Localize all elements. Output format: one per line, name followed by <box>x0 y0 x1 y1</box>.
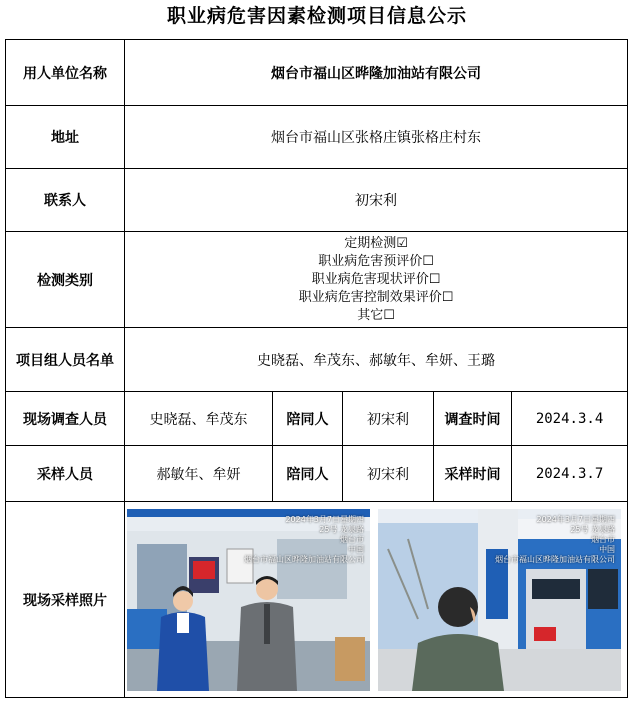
site-photo-staff <box>127 509 370 691</box>
sampling-time-label: 采样时间 <box>434 446 512 502</box>
photos-row <box>6 502 628 698</box>
photos-label: 现场采样照片 <box>6 502 125 698</box>
survey-accompany-value: 初宋利 <box>343 392 434 446</box>
contact-value: 初宋利 <box>125 169 628 232</box>
sampling-accompany-value: 初宋利 <box>343 446 434 502</box>
address-row <box>6 106 628 169</box>
sampling-accompany-label: 陪同人 <box>273 446 343 502</box>
survey-row <box>6 392 628 446</box>
detection-option: 职业病危害预评价☐ <box>318 253 434 269</box>
detection-type-options <box>125 232 628 328</box>
company-label: 用人单位名称 <box>6 40 125 106</box>
survey-time-label: 调查时间 <box>434 392 512 446</box>
detection-type-label: 检测类别 <box>6 232 125 328</box>
detection-option: 职业病危害现状评价☐ <box>311 271 441 287</box>
address-label: 地址 <box>6 106 125 169</box>
detection-option: 职业病危害控制效果评价☐ <box>298 289 454 305</box>
address-value: 烟台市福山区张格庄镇张格庄村东 <box>125 106 628 169</box>
sampling-value: 郝敏年、牟妍 <box>125 446 273 502</box>
survey-value: 史晓磊、牟茂东 <box>125 392 273 446</box>
detection-type-row <box>6 232 628 328</box>
survey-accompany-label: 陪同人 <box>273 392 343 446</box>
company-row <box>6 40 628 106</box>
team-row <box>6 328 628 392</box>
contact-label: 联系人 <box>6 169 125 232</box>
sampling-row <box>6 446 628 502</box>
team-label: 项目组人员名单 <box>6 328 125 392</box>
sampling-time-value: 2024.3.7 <box>512 446 628 502</box>
team-value: 史晓磊、牟茂东、郝敏年、牟妍、王璐 <box>125 328 628 392</box>
contact-row <box>6 169 628 232</box>
survey-label: 现场调查人员 <box>6 392 125 446</box>
survey-time-value: 2024.3.4 <box>512 392 628 446</box>
page-title: 职业病危害因素检测项目信息公示 <box>166 5 467 27</box>
sampling-label: 采样人员 <box>6 446 125 502</box>
site-photo-pump <box>378 509 621 691</box>
company-value: 烟台市福山区晔隆加油站有限公司 <box>125 40 628 106</box>
detection-option: 定期检测☑ <box>344 235 408 251</box>
detection-option: 其它☐ <box>357 307 395 323</box>
info-table <box>5 39 628 698</box>
photos-cell <box>125 502 628 698</box>
photo-timestamp: 2024年3月7日星期四 25号 龙泉路 烟台市 中国 烟台市福山区晔隆加油站有限公司 <box>495 514 616 564</box>
photo-timestamp: 2024年3月7日星期四 25号 龙泉路 烟台市 中国 烟台市福山区晔隆加油站有限公司 <box>244 514 364 564</box>
